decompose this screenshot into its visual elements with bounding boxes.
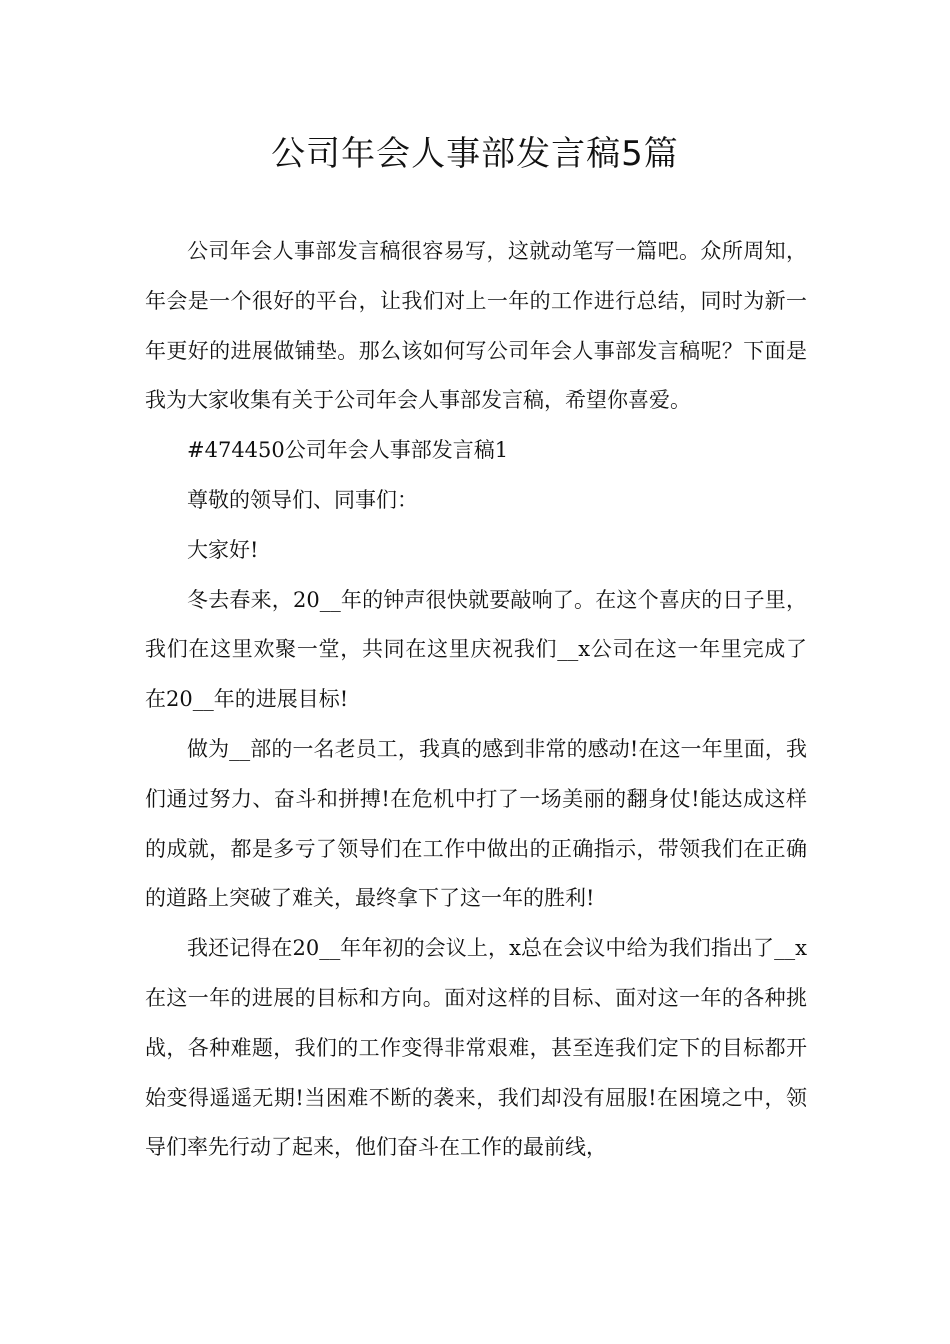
section-heading: #474450公司年会人事部发言稿1 (187, 438, 509, 463)
salutation: 尊敬的领导们、同事们： (187, 487, 418, 512)
intro-paragraph: 公司年会人事部发言稿很容易写，这就动笔写一篇吧。众所周知，年会是一个很好的平台，让我们对上一年的工作进行总结，同时为新一年更好的进展做铺垫。那么该如何写公司年会人事部发言稿呢？下面是我为大家收集有关于公司年会人事部发言稿，希望你喜爱。 (145, 239, 807, 413)
body-paragraph: 冬去春来，20__年的钟声很快就要敲响了。在这个喜庆的日子里，我们在这里欢聚一堂，共同在这里庆祝我们__x公司在这一年里完成了在20__年的进展目标! (145, 587, 807, 712)
body-paragraph: 做为__部的一名老员工，我真的感到非常的感动!在这一年里面，我们通过努力、奋斗和拼搏!在危机中打了一场美丽的翻身仗!能达成这样的成就，都是多亏了领导们在工作中做出的正确指示，带领我们在正确的道路上突破了难关，最终拿下了这一年的胜利! (145, 736, 807, 911)
page-title: 公司年会人事部发言稿5篇 (271, 134, 679, 174)
greeting: 大家好! (187, 537, 259, 562)
document-body (145, 227, 807, 1173)
body-paragraph: 我还记得在20__年年初的会议上，x总在会议中给为我们指出了__x在这一年的进展的目标和方向。面对这样的目标、面对这一年的各种挑战，各种难题，我们的工作变得非常艰难，甚至连我们定下的目标都开始变得遥遥无期!当困难不断的袭来，我们却没有屈服!在困境之中，领导们率先行动了起来，他们奋斗在工作的最前线， (145, 936, 807, 1160)
